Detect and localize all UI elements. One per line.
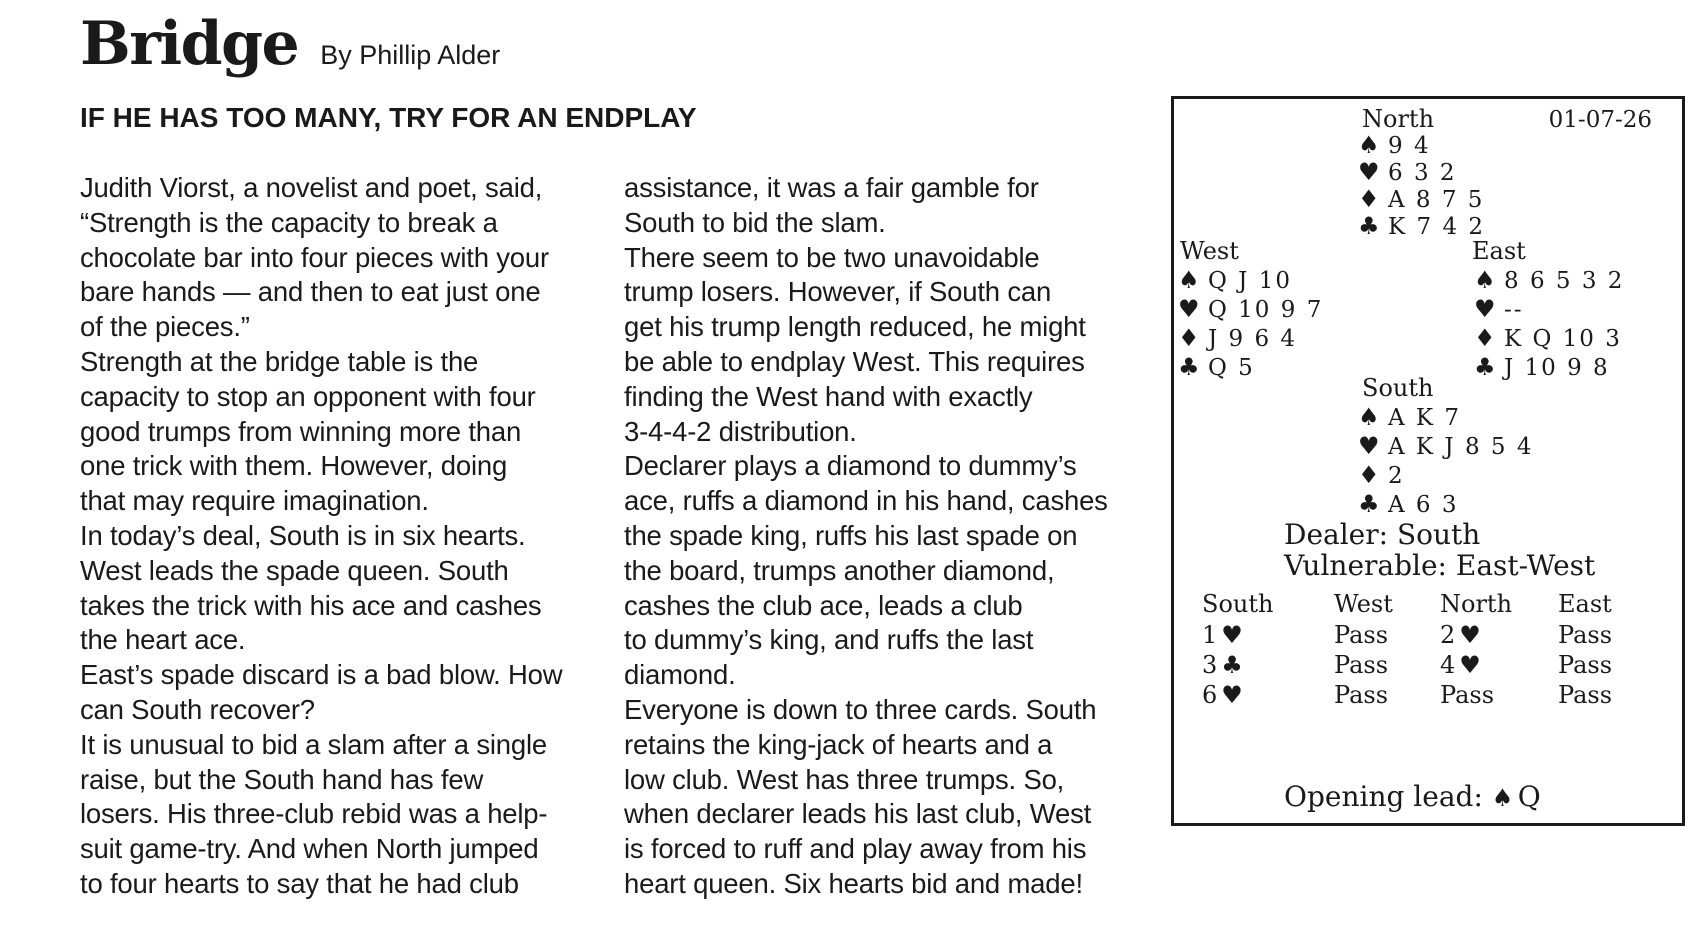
text-line: Declarer plays a diamond to dummy’s xyxy=(624,450,1077,482)
card-list: -- xyxy=(1504,297,1524,323)
north-spades-holding xyxy=(1358,133,1431,158)
text-line: the board, trumps another diamond, xyxy=(624,554,1055,586)
text-line: losers. His three-club rebid was a help- xyxy=(80,798,548,830)
text-line: There seem to be two unavoidable xyxy=(624,241,1040,273)
club-icon: ♣ xyxy=(1358,490,1380,518)
card-list: A 8 7 5 xyxy=(1388,187,1485,213)
opening-lead-card: Q xyxy=(1517,780,1541,813)
text-line: East’s spade discard is a bad blow. How xyxy=(80,659,563,691)
heart-icon: ♥ xyxy=(1358,432,1380,460)
diamond-icon: ♦ xyxy=(1358,461,1380,489)
bid-level: 3 xyxy=(1202,651,1218,679)
text-line: the heart ace. xyxy=(80,624,246,656)
heart-icon: ♥ xyxy=(1178,295,1200,323)
text-line: “Strength is the capacity to break a xyxy=(80,206,498,238)
card-list: A K J 8 5 4 xyxy=(1388,434,1534,460)
text-line: can South recover? xyxy=(80,693,315,725)
text-line: be able to endplay West. This requires xyxy=(624,345,1085,377)
card-list: 9 4 xyxy=(1388,133,1431,159)
auction-call xyxy=(1202,683,1245,707)
auction-call xyxy=(1440,623,1483,647)
text-line: retains the king-jack of hearts and a xyxy=(624,728,1053,760)
diamond-icon: ♦ xyxy=(1358,185,1380,213)
east-spades-holding xyxy=(1474,268,1624,293)
auction-header: South xyxy=(1202,590,1274,618)
text-line: diamond. xyxy=(624,659,736,691)
club-icon: ♣ xyxy=(1474,353,1496,381)
auction-header: West xyxy=(1334,590,1393,618)
dealer-info: Dealer: South xyxy=(1284,518,1481,551)
diamond-icon: ♦ xyxy=(1178,324,1200,352)
card-list: J 10 9 8 xyxy=(1504,355,1610,381)
byline: By Phillip Alder xyxy=(320,40,501,70)
heart-icon: ♥ xyxy=(1221,621,1243,649)
auction-call xyxy=(1202,623,1245,647)
card-list: Q 10 9 7 xyxy=(1208,297,1324,323)
text-line: of the pieces.” xyxy=(80,311,250,343)
text-line: to four hearts to say that he had club xyxy=(80,867,519,899)
heart-icon: ♥ xyxy=(1474,295,1496,323)
spade-icon: ♠ xyxy=(1358,131,1380,159)
deal-date: 01-07-26 xyxy=(1548,107,1652,133)
card-list: K 7 4 2 xyxy=(1388,214,1486,240)
east-hearts-holding xyxy=(1474,297,1524,322)
text-line: West leads the spade queen. South xyxy=(80,554,509,586)
text-line: the spade king, ruffs his last spade on xyxy=(624,519,1078,551)
text-line: capacity to stop an opponent with four xyxy=(80,380,536,412)
south-clubs-holding xyxy=(1358,492,1459,517)
card-list: A 6 3 xyxy=(1388,492,1459,518)
text-line: Strength at the bridge table is the xyxy=(80,345,479,377)
opening-lead-label: Opening lead: xyxy=(1284,780,1483,813)
south-diamonds-holding xyxy=(1358,463,1405,488)
card-list: Q J 10 xyxy=(1208,268,1292,294)
text-line: Everyone is down to three cards. South xyxy=(624,693,1097,725)
text-line: assistance, it was a fair gamble for xyxy=(624,172,1039,203)
deal-diagram xyxy=(1171,96,1685,826)
text-line: It is unusual to bid a slam after a single xyxy=(80,728,547,760)
auction-call: Pass xyxy=(1558,621,1613,649)
card-list: Q 5 xyxy=(1208,355,1255,381)
auction-call xyxy=(1202,653,1245,677)
card-list: 8 6 5 3 2 xyxy=(1504,268,1625,294)
text-line: takes the trick with his ace and cashes xyxy=(80,589,542,621)
text-line: one trick with them. However, doing xyxy=(80,450,508,482)
west-hearts-holding xyxy=(1178,297,1323,322)
heart-icon: ♥ xyxy=(1358,158,1380,186)
auction-call: Pass xyxy=(1334,651,1389,679)
bid-level: 6 xyxy=(1202,681,1218,709)
text-line: that may require imagination. xyxy=(80,485,429,517)
auction-header: East xyxy=(1558,590,1612,618)
bid-level: 1 xyxy=(1202,621,1218,649)
spade-icon: ♠ xyxy=(1178,266,1200,294)
east-diamonds-holding xyxy=(1474,326,1622,351)
text-line: finding the West hand with exactly xyxy=(624,380,1033,412)
text-line: cashes the club ace, leads a club xyxy=(624,589,1023,621)
article-column-right xyxy=(624,171,1154,902)
card-list: 2 xyxy=(1388,463,1405,489)
text-line: bare hands — and then to eat just one xyxy=(80,276,541,308)
heart-icon: ♥ xyxy=(1459,651,1481,679)
club-icon: ♣ xyxy=(1178,353,1200,381)
north-diamonds-holding xyxy=(1358,187,1484,212)
south-label: South xyxy=(1362,374,1434,402)
card-list: A K 7 xyxy=(1388,405,1462,431)
opening-lead xyxy=(1284,780,1541,813)
south-hearts-holding xyxy=(1358,434,1533,459)
text-line: raise, but the South hand has few xyxy=(80,763,484,795)
text-line: is forced to ruff and play away from his xyxy=(624,833,1087,865)
spade-icon: ♠ xyxy=(1491,784,1514,812)
auction-call: Pass xyxy=(1440,681,1495,709)
heart-icon: ♥ xyxy=(1221,681,1243,709)
text-line: 3-4-4-2 distribution. xyxy=(624,415,857,447)
text-line: suit game-try. And when North jumped xyxy=(80,833,539,865)
text-line: In today’s deal, South is in six hearts. xyxy=(80,519,526,551)
card-list: K Q 10 3 xyxy=(1504,326,1622,352)
auction-call: Pass xyxy=(1334,621,1389,649)
diamond-icon: ♦ xyxy=(1474,324,1496,352)
text-line: chocolate bar into four pieces with your xyxy=(80,241,549,273)
auction-call: Pass xyxy=(1558,681,1613,709)
text-line: when declarer leads his last club, West xyxy=(624,798,1092,830)
bid-level: 2 xyxy=(1440,621,1456,649)
heart-icon: ♥ xyxy=(1459,621,1481,649)
text-line: low club. West has three trumps. So, xyxy=(624,763,1065,795)
masthead xyxy=(80,9,501,79)
west-label: West xyxy=(1180,237,1239,265)
text-line: heart queen. Six hearts bid and made! xyxy=(624,867,1083,899)
card-list: J 9 6 4 xyxy=(1208,326,1298,352)
north-label: North xyxy=(1362,105,1435,133)
west-spades-holding xyxy=(1178,268,1292,293)
north-clubs-holding xyxy=(1358,214,1485,239)
auction-call: Pass xyxy=(1558,651,1613,679)
auction-call xyxy=(1440,653,1483,677)
auction-header: North xyxy=(1440,590,1513,618)
east-clubs-holding xyxy=(1474,355,1610,380)
article-column-left xyxy=(80,171,610,902)
article-headline: IF HE HAS TOO MANY, TRY FOR AN ENDPLAY xyxy=(80,102,697,133)
west-diamonds-holding xyxy=(1178,326,1297,351)
column-title: Bridge xyxy=(80,9,299,79)
text-line: Judith Viorst, a novelist and poet, said, xyxy=(80,172,543,203)
spade-icon: ♠ xyxy=(1474,266,1496,294)
text-line: get his trump length reduced, he might xyxy=(624,311,1086,343)
vulnerability-info: Vulnerable: East-West xyxy=(1284,549,1596,582)
north-hearts-holding xyxy=(1358,160,1457,185)
text-line: South to bid the slam. xyxy=(624,206,886,238)
text-line: good trumps from winning more than xyxy=(80,415,522,447)
club-icon: ♣ xyxy=(1358,212,1380,240)
auction-call: Pass xyxy=(1334,681,1389,709)
spade-icon: ♠ xyxy=(1358,403,1380,431)
bid-level: 4 xyxy=(1440,651,1456,679)
card-list: 6 3 2 xyxy=(1388,160,1457,186)
club-icon: ♣ xyxy=(1221,651,1243,679)
text-line: to dummy’s king, and ruffs the last xyxy=(624,624,1034,656)
text-line: trump losers. However, if South can xyxy=(624,276,1052,308)
south-spades-holding xyxy=(1358,405,1461,430)
west-clubs-holding xyxy=(1178,355,1255,380)
text-line: ace, ruffs a diamond in his hand, cashes xyxy=(624,485,1108,517)
east-label: East xyxy=(1472,237,1526,265)
